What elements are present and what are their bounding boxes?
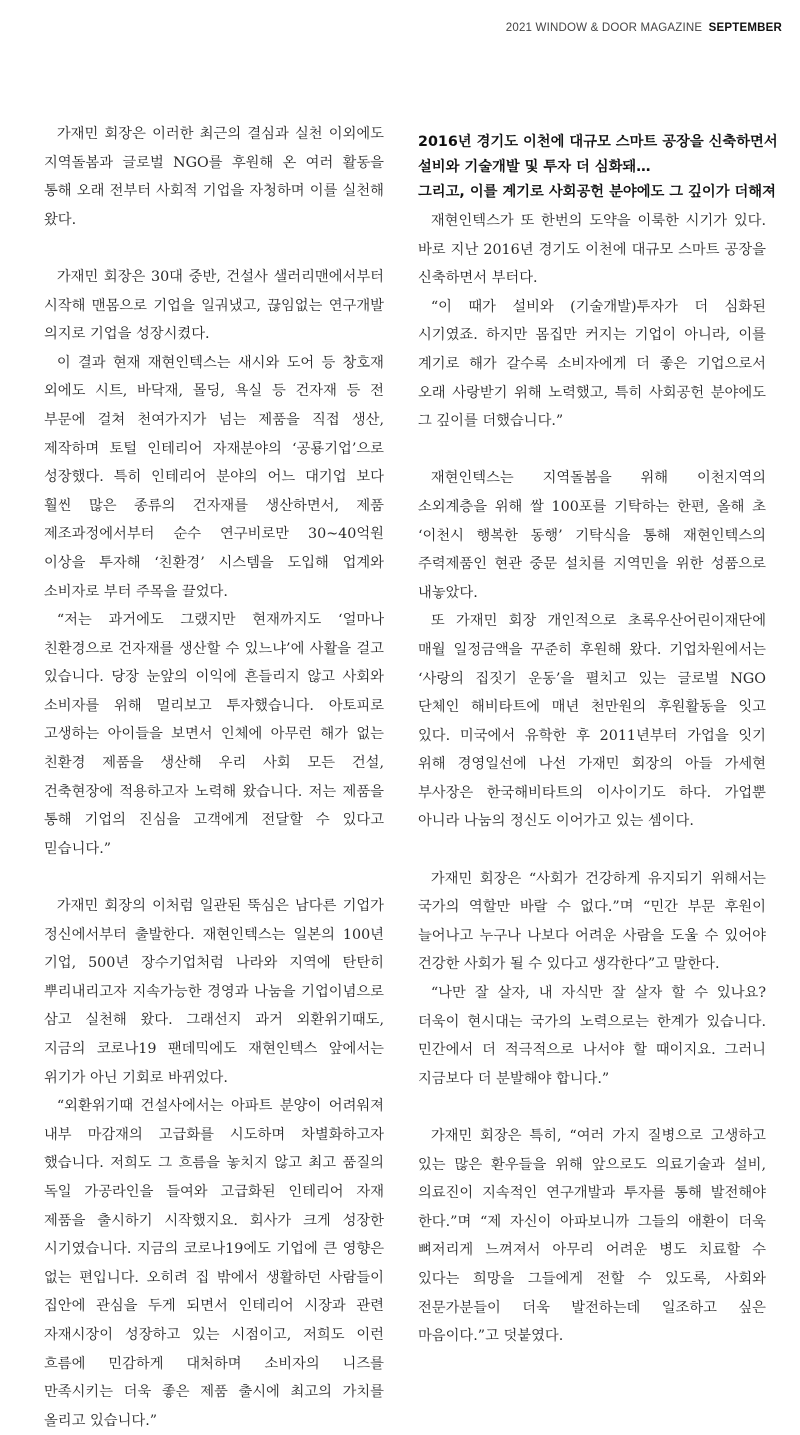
paragraph: “저는 과거에도 그랬지만 현재까지도 ‘얼마나 친환경으로 건자재를 생산할 수 있느냐’에 사활을 걸고 있습니다. 당장 눈앞의 이익에 흔들리지 않고 사회와 소비자를 위해 멀리보고 투자했습니다. 아토피로 고생하는 아이들을 보면서 인체에 아무런 해가 없는 친환경 제품을 생산해 우리 사회 모든 건설, 건축현장에 적용하고자 노력해 왔습니다. 저는 제품을 통해 기업의 진심을 고객에게 전달할 수 있다고 믿습니다.” [44, 612, 384, 857]
paragraph-gap [44, 234, 384, 263]
magazine-issue: 2021 WINDOW & DOOR MAGAZINE [505, 22, 703, 34]
paragraph: 가재민 회장의 이처럼 일관된 뚝심은 남다른 기업가 정신에서부터 출발한다. 재현인텍스는 일본의 100년 기업, 500년 장수기업처럼 나라와 지역에 탄탄히 뿌리내리고자 지속가능한 경영과 나눔을 기업이념으로 삼고 실천해 왔다. 그래선지 과거 외환위기때도, 지금의 코로나19 팬데믹에도 재현인텍스 앞에서는 위기가 아닌 기회로 바뀌었다. [44, 898, 384, 1086]
headline-line: 2016년 경기도 이천에 대규모 스마트 공장을 신축하면서 [418, 134, 778, 150]
right-column [418, 120, 778, 1351]
paragraph-gap [418, 1093, 766, 1122]
paragraph: 가재민 회장은 “사회가 건강하게 유지되기 위해서는 국가의 역할만 바랄 수 없다.”며 “민간 부문 후원이 늘어나고 누구나 나보다 어려운 사람을 도울 수 있어야 건강한 사회가 될 수 있다고 생각한다”고 말한다. [418, 870, 766, 973]
paragraph: “나만 잘 살자, 내 자식만 잘 살자 할 수 있나요? 더욱이 현시대는 국가의 노력으로는 한계가 있습니다. 민간에서 더 적극적으로 나서야 할 때이지요. 그러니 지금보다 더 분발해야 합니다.” [418, 985, 766, 1087]
page-header [506, 22, 782, 34]
paragraph-gap [418, 436, 766, 465]
left-column [44, 120, 384, 1435]
paragraph: “외환위기때 건설사에서는 아파트 분양이 어려워져 내부 마감재의 고급화를 시도하며 차별화하고자 했습니다. 저희도 그 흐름을 놓치지 않고 최고 품질의 독일 가공라인을 들여와 고급화된 인테리어 자재 제품을 출시하기 시작했지요. 회사가 크게 성장한 시기였습니다. 지금의 코로나19에도 기업에 큰 영향은 없는 편입니다. 오히려 집 밖에서 생활하던 사람들이 집안에 관심을 두게 되면서 인테리어 시장과 관련 자재시장이 성장하고 있는 시점이고, 저희도 이런 흐름에 민감하게 대처하며 소비자의 니즈를 만족시키는 더욱 좋은 제품 출시에 최고의 가치를 올리고 있습니다.” [44, 1098, 384, 1429]
paragraph-gap [418, 836, 766, 865]
paragraph: 재현인텍스는 지역돌봄을 위해 이천지역의 소외계층을 위해 쌀 100포를 기탁하는 한편, 올해 초 ‘이천시 행복한 동행’ 기탁식을 통해 재현인텍스의 주력제품인 현관 중문 설치를 지역민을 위한 성품으로 내놓았다. [418, 470, 766, 601]
paragraph-gap [44, 863, 384, 892]
paragraph: 이 결과 현재 재현인텍스는 새시와 도어 등 창호재 외에도 시트, 바닥재, 몰딩, 욕실 등 건자재 등 전 부문에 걸쳐 천여가지가 넘는 제품을 직접 생산, 제작하며 토털 인테리어 자재분야의 ‘공룡기업’으로 성장했다. 특히 인테리어 분야의 어느 대기업 보다 훨씬 많은 종류의 건자재를 생산하면서, 제품 제조과정에서부터 순수 연구비로만 30~40억원 이상을 투자해 ‘친환경’ 시스템을 도입해 업계와 소비자로 부터 주목을 끌었다. [44, 354, 384, 600]
paragraph: 재현인텍스가 또 한번의 도약을 이룩한 시기가 있다. 바로 지난 2016년 경기도 이천에 대규모 스마트 공장을 신축하면서 부터다. [418, 213, 766, 287]
headline-line: 그리고, 이를 계기로 사회공헌 분야에도 그 깊이가 더해져 [418, 184, 776, 200]
paragraph: 가재민 회장은 특히, “여러 가지 질병으로 고생하고 있는 많은 환우들을 위해 앞으로도 의료기술과 설비, 의료진이 지속적인 연구개발과 투자를 통해 발전해야 한다.”며 “제 자신이 아파보니까 그들의 애환이 더욱 뼈저리게 느껴져서 아무리 어려운 병도 치료할 수 있다는 희망을 그들에게 전할 수 있도록, 사회와 전문가분들이 더욱 발전하는데 일조하고 싶은 마음이다.”고 덧붙였다. [418, 1128, 766, 1345]
headline-line: 설비와 기술개발 및 투자 더 심화돼… [418, 159, 651, 175]
section-headline [418, 130, 778, 205]
paragraph: 가재민 회장은 이러한 최근의 결심과 실천 이외에도 지역돌봄과 글로벌 NGO를 후원해 온 여러 활동을 통해 오래 전부터 사회적 기업을 자청하며 이를 실천해 왔다. [44, 126, 384, 228]
paragraph: 가재민 회장은 30대 중반, 건설사 샐러리맨에서부터 시작해 맨몸으로 기업을 일궈냈고, 끊임없는 연구개발 의지로 기업을 성장시켰다. [44, 268, 384, 343]
paragraph: 또 가재민 회장 개인적으로 초록우산어린이재단에 매월 일정금액을 꾸준히 후원해 왔다. 기업차원에서는 ‘사랑의 집짓기 운동’을 펼치고 있는 글로벌 NGO 단체인 해비타트에 매년 천만원의 후원활동을 잇고 있다. 미국에서 유학한 후 2011년부터 가업을 잇기 위해 경영일선에 나선 가재민 회장의 아들 가세현 부사장은 한국해비타트의 이사이기도 하다. 가업뿐 아니라 나눔의 정신도 이어가고 있는 셈이다. [418, 613, 766, 830]
issue-month: SEPTEMBER [708, 22, 782, 34]
paragraph: “이 때가 설비와 (기술개발)투자가 더 심화된 시기였죠. 하지만 몸집만 커지는 기업이 아니라, 이를 계기로 해가 갈수록 소비자에게 더 좋은 기업으로서 오래 사랑받기 위해 노력했고, 특히 사회공헌 분야에도 그 깊이를 더했습니다.” [418, 298, 766, 430]
